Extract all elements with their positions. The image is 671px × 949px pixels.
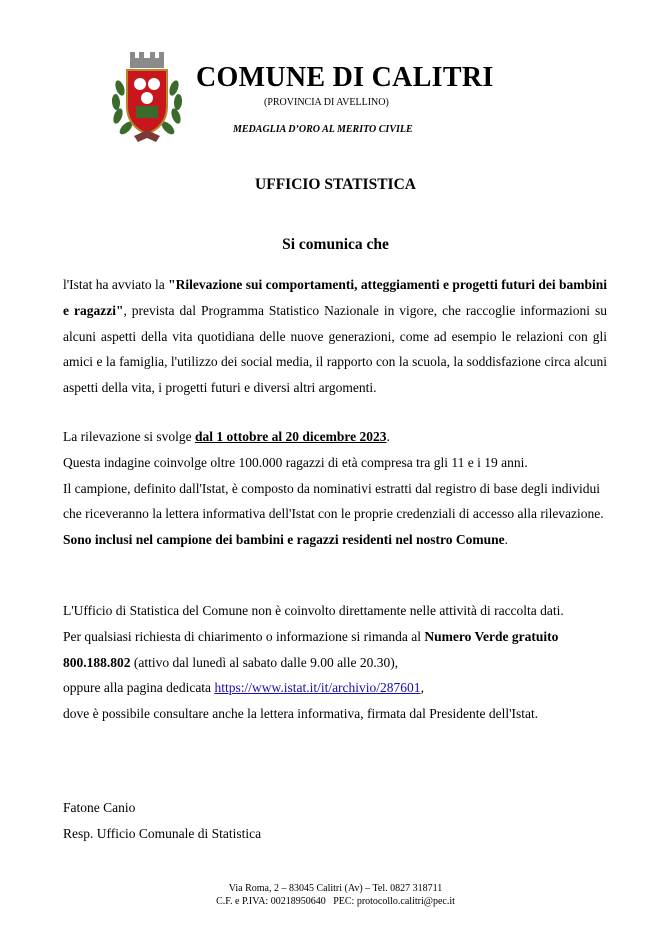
toll-free-hours: (attivo dal lunedì al sabato dalle 9.00 alle 20.30), (130, 654, 399, 670)
intro-text-a: l'Istat ha avviato la (63, 277, 169, 292)
footer (0, 882, 671, 908)
included-line (63, 527, 607, 553)
signer-role: Resp. Ufficio Comunale di Statistica (63, 825, 262, 841)
period-suffix: . (386, 429, 390, 444)
link-line (63, 675, 607, 701)
toll-free-number: Numero Verde gratuito 800.188.802 (63, 628, 559, 670)
letter-info-line: dove è possibile consultare anche la lettera informativa, firmata dal Presidente dell'Istat. (63, 706, 539, 722)
office-not-involved-line: L'Ufficio di Statistica del Comune non è coinvolto direttamente nelle attività di raccolta dati. (63, 603, 564, 618)
included-bold: Sono inclusi nel campione dei bambini e ragazzi residenti nel nostro Comune (63, 532, 505, 548)
survey-period: dal 1 ottobre al 20 dicembre 2023 (194, 429, 387, 444)
paragraph-details (63, 424, 607, 553)
included-suffix: . (504, 532, 509, 548)
link-suffix: , (420, 680, 424, 696)
footer-address: Via Roma, 2 – 83045 Calitri (Av) – Tel. 0827 318711 (228, 883, 443, 894)
paragraph-intro (63, 272, 607, 401)
signature-block (63, 795, 607, 847)
signer-name: Fatone Canio (63, 800, 136, 815)
page-title: COMUNE DI CALITRI (196, 62, 494, 93)
sample-definition-line: Il campione, definito dall'Istat, è composto da nominativi estratti dal registro di base degli individui che riceveranno la lettera informativa dell'Istat con le proprie credenziali di accesso alla rilevazione. (63, 480, 604, 522)
office-heading: UFFICIO STATISTICA (255, 176, 416, 193)
sample-size-line: Questa indagine coinvolge oltre 100.000 ragazzi di età compresa tra gli 11 e i 19 anni. (63, 454, 528, 470)
survey-name: "Rilevazione sui comportamenti, atteggiamenti e progetti futuri dei bambini e ragazzi" (63, 277, 607, 318)
medal-label: MEDAGLIA D’ORO AL MERITO CIVILE (233, 124, 413, 135)
toll-free-prefix: Per qualsiasi richiesta di chiarimento o informazione si rimanda al (63, 628, 425, 644)
paragraph-contacts (63, 598, 607, 727)
footer-tax-pec: C.F. e P.IVA: 00218950640 PEC: protocollo.calitri@pec.it (216, 896, 455, 907)
coat-of-arms-icon (106, 48, 188, 146)
toll-free-line (63, 624, 607, 676)
intro-text-c: , prevista dal Programma Statistico Nazionale in vigore, che raccoglie informazioni su alcuni aspetti della vita quotidiana delle nuove generazioni, come ad esempio le relazioni con gli amici e la famiglia, l'utilizzo dei social media, il rapporto con la scuola, la soddisfazione circa alcuni aspetti della vita, i progetti futuri e diversi altri argomenti. (63, 302, 607, 396)
link-prefix: oppure alla pagina dedicata (63, 680, 215, 696)
period-line (63, 424, 607, 450)
province-label: (PROVINCIA DI AVELLINO) (264, 97, 389, 108)
istat-link[interactable]: https://www.istat.it/it/archivio/287601 (214, 680, 421, 696)
notice-heading: Si comunica che (282, 236, 389, 253)
period-prefix: La rilevazione si svolge (63, 429, 195, 444)
